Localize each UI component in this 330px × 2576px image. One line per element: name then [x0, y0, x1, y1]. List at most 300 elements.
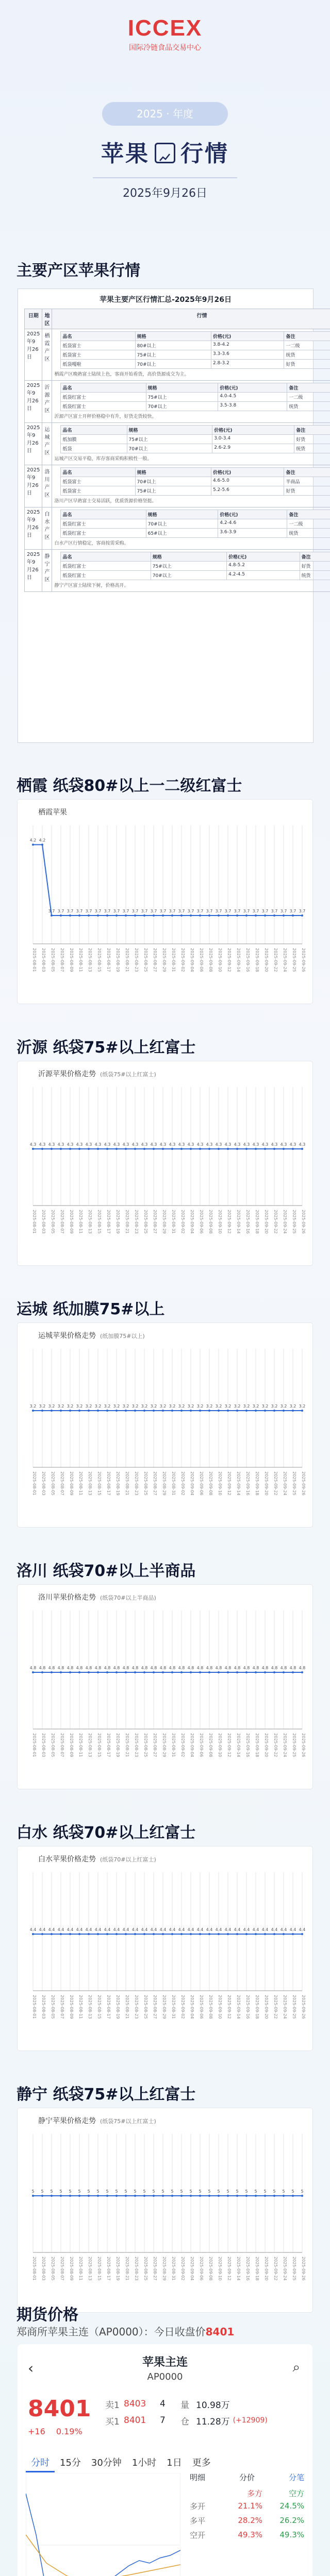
row-note: 洛川产区早熟富士交易活跃，优质货源价格坚挺。: [54, 499, 157, 504]
x-tick-label: 2025-08-17: [106, 1471, 111, 1496]
data-label: 3.2: [271, 1404, 278, 1409]
x-tick-label: 2025-08-13: [88, 948, 92, 972]
data-point: [273, 1148, 275, 1150]
sub-cell: 5.2-5.6: [211, 486, 284, 496]
x-tick-label: 2025-09-22: [273, 948, 278, 972]
x-tick-label: 2025-09-25: [292, 2257, 296, 2281]
x-tick-label: 2025-08-23: [134, 1210, 139, 1234]
data-point: [199, 1933, 201, 1935]
data-point: [227, 1148, 229, 1150]
sub-cell: 3.6-3.9: [218, 529, 287, 538]
row-note: 运城产区交易平稳，库存客商采购积极性一般。: [54, 456, 152, 462]
data-point: [125, 1671, 127, 1673]
x-tick-label: 2025-08-03: [41, 1471, 46, 1496]
x-tick-label: 2025-08-11: [78, 2257, 83, 2281]
row-region: 沂源产区: [42, 381, 52, 423]
x-tick-label: 2025-08-25: [143, 1471, 148, 1496]
data-label: 3.7: [85, 909, 92, 913]
chart-title: 栖霞苹果: [38, 808, 67, 817]
data-point: [199, 1148, 201, 1150]
data-label: 4.4: [215, 1927, 222, 1932]
data-label: 4.2: [39, 838, 46, 843]
data-label: 3.2: [94, 1404, 102, 1409]
data-point: [125, 2195, 127, 2197]
data-point: [134, 2195, 136, 2197]
x-tick-label: 2025-08-23: [134, 1733, 139, 1757]
chart-section-title: 运城 纸加膜75#以上: [16, 1300, 165, 1318]
data-point: [41, 1148, 43, 1150]
row-region: 静宁产区: [42, 550, 52, 592]
sub-cell: 好货: [300, 562, 330, 571]
data-label: 4.3: [252, 1142, 259, 1147]
data-label: 3.7: [261, 909, 269, 913]
data-point: [171, 1410, 173, 1412]
data-point: [78, 1933, 80, 1935]
data-point: [180, 914, 183, 917]
x-tick-label: 2025-09-08: [208, 1210, 213, 1234]
data-point: [208, 1410, 210, 1412]
sub-col-header: 备注: [284, 468, 330, 477]
x-tick-label: 2025-09-06: [199, 948, 204, 972]
data-point: [143, 1671, 145, 1673]
sub-table: [60, 510, 330, 538]
data-label: 3.2: [178, 1404, 185, 1409]
x-tick-label: 2025-08-29: [162, 1995, 167, 2019]
data-label: 3.2: [131, 1404, 139, 1409]
x-tick-label: 2025-08-09: [69, 1733, 74, 1757]
data-label: 3.2: [289, 1404, 296, 1409]
data-label: 4.4: [261, 1927, 269, 1932]
x-tick-label: 2025-09-25: [292, 1733, 296, 1757]
chart-title: 运城苹果价格走势: [38, 1332, 96, 1340]
x-tick-label: 2025-08-07: [60, 1733, 64, 1757]
data-point: [51, 1671, 53, 1673]
tab-timeframe[interactable]: 更多: [192, 2458, 211, 2468]
data-point: [218, 1933, 220, 1935]
col-market: 行情: [52, 309, 330, 329]
data-point: [32, 1671, 34, 1673]
x-tick-label: 2025-09-02: [180, 1733, 185, 1757]
data-label: 3.2: [261, 1404, 269, 1409]
data-label: 3.7: [215, 909, 222, 913]
data-point: [143, 1148, 145, 1150]
data-point: [134, 1410, 136, 1412]
x-tick-label: 2025-08-19: [116, 1210, 120, 1234]
x-tick-label: 2025-08-09: [69, 948, 74, 972]
data-label: 3.7: [206, 909, 213, 913]
data-point: [32, 844, 34, 846]
sub-cell: 纸袋红富士: [61, 519, 146, 529]
data-point: [208, 914, 210, 917]
chart-card: [18, 1061, 312, 1265]
data-point: [218, 914, 220, 917]
x-tick-label: 2025-09-26: [301, 1733, 306, 1757]
data-label: 4.3: [29, 1142, 37, 1147]
data-point: [143, 1933, 145, 1935]
data-label: 5: [217, 2189, 220, 2194]
data-point: [283, 914, 285, 917]
data-point: [153, 1148, 155, 1150]
futures-subtitle-text: 郑商所苹果主连（AP0000）：今日收盘价: [16, 2326, 206, 2338]
data-label: 4.4: [113, 1927, 120, 1932]
sub-cell: 65#以上: [146, 529, 218, 538]
data-label: 5: [254, 2189, 257, 2194]
data-point: [162, 1148, 164, 1150]
sub-col-header: 品名: [61, 332, 135, 341]
data-point: [106, 1148, 108, 1150]
x-tick-label: 2025-08-11: [78, 1210, 83, 1234]
data-point: [97, 1671, 99, 1673]
data-label: 4.8: [243, 1666, 250, 1670]
data-point: [51, 2195, 53, 2197]
data-label: 4.3: [178, 1142, 185, 1147]
chart-svg: [18, 1846, 312, 2050]
data-point: [255, 1148, 257, 1150]
x-tick-label: 2025-08-15: [97, 1995, 102, 2019]
x-tick-label: 2025-08-23: [134, 948, 139, 972]
x-tick-label: 2025-08-13: [88, 1471, 92, 1496]
data-label: 3.7: [57, 909, 64, 913]
data-label: 5: [78, 2189, 81, 2194]
x-tick-label: 2025-09-25: [292, 1995, 296, 2019]
x-tick-label: 2025-09-12: [227, 1733, 232, 1757]
data-label: 4.8: [122, 1666, 129, 1670]
x-tick-label: 2025-09-26: [301, 1471, 306, 1496]
data-point: [153, 1671, 155, 1673]
sub-col-header: 品名: [61, 468, 135, 477]
x-tick-label: 2025-09-22: [273, 1995, 278, 2019]
x-tick-label: 2025-08-03: [41, 2257, 46, 2281]
data-point: [78, 1148, 80, 1150]
data-point: [208, 2195, 210, 2197]
chart-meta: (纸袋75#以上红富士): [100, 1071, 156, 1078]
x-tick-label: 2025-08-29: [162, 948, 167, 972]
data-label: 4.4: [252, 1927, 259, 1932]
tab-timeframe[interactable]: 1小时: [131, 2458, 157, 2468]
data-label: 4.4: [178, 1927, 185, 1932]
data-label: 3.2: [187, 1404, 194, 1409]
x-tick-label: 2025-08-31: [171, 1210, 176, 1234]
x-tick-label: 2025-09-18: [255, 948, 259, 972]
x-tick-label: 2025-09-08: [208, 1733, 213, 1757]
x-tick-label: 2025-09-08: [208, 948, 213, 972]
sub-cell: 纸袋红富士: [61, 571, 151, 580]
market-table: [24, 309, 330, 592]
x-tick-label: 2025-09-24: [283, 948, 287, 972]
order-short-pct: 26.2%: [279, 2516, 304, 2525]
volume-value: 10.98万: [196, 2400, 230, 2411]
data-label: 4.4: [104, 1927, 111, 1932]
row-date: 2025年9月26日: [25, 423, 42, 465]
data-label: 3.2: [159, 1404, 167, 1409]
sub-cell: 纸袋: [61, 444, 127, 453]
data-point: [69, 2195, 71, 2197]
data-label: 4.4: [243, 1927, 250, 1932]
data-point: [283, 2195, 285, 2197]
back-arrow-icon[interactable]: ‹: [28, 2360, 34, 2377]
x-tick-label: 2025-08-23: [134, 1995, 139, 2019]
x-tick-label: 2025-08-17: [106, 2257, 111, 2281]
x-tick-label: 2025-08-27: [153, 1733, 157, 1757]
sub-cell: 3.3-3.6: [211, 350, 284, 360]
sub-cell: 4.0-4.5: [218, 393, 287, 402]
data-label: 4.4: [39, 1927, 46, 1932]
sub-col-header: 品名: [61, 383, 146, 393]
sub-col-header: 价格(元): [211, 332, 284, 341]
data-label: 4.8: [299, 1666, 306, 1670]
x-tick-label: 2025-08-05: [51, 948, 55, 972]
data-label: 4.3: [131, 1142, 139, 1147]
data-label: 3.2: [113, 1404, 120, 1409]
x-tick-label: 2025-09-10: [218, 948, 222, 972]
x-tick-label: 2025-09-06: [199, 1471, 204, 1496]
x-tick-label: 2025-08-01: [32, 1995, 37, 2019]
data-point: [264, 1933, 266, 1935]
data-label: 3.2: [252, 1404, 259, 1409]
row-detail: [52, 507, 330, 550]
data-point: [190, 2195, 192, 2197]
data-point: [301, 2195, 303, 2197]
sub-col-header: 备注: [287, 383, 330, 393]
data-label: 4.3: [169, 1142, 176, 1147]
data-label: 4.4: [85, 1927, 92, 1932]
x-tick-label: 2025-09-12: [227, 2257, 232, 2281]
data-label: 3.7: [104, 909, 111, 913]
data-label: 3.7: [196, 909, 204, 913]
data-label: 4.4: [187, 1927, 194, 1932]
tab-timeframe[interactable]: 15分: [60, 2458, 81, 2468]
series-line: [33, 845, 302, 916]
data-label: 5: [291, 2189, 294, 2194]
year-badge: 2025 · 年度: [102, 102, 228, 126]
col-date: 日期: [25, 309, 42, 329]
futures-price: 8401: [28, 2396, 91, 2422]
data-label: 3.2: [280, 1404, 287, 1409]
tab-timeframe[interactable]: 分时: [26, 2453, 55, 2472]
sub-cell: 4.8-5.2: [227, 562, 300, 571]
data-label: 4.8: [85, 1666, 92, 1670]
data-point: [180, 1671, 183, 1673]
title-right: 行情: [180, 141, 229, 167]
data-point: [255, 914, 257, 917]
data-label: 3.7: [271, 909, 278, 913]
order-long-pct: 28.2%: [238, 2516, 262, 2525]
tab-tick[interactable]: 分笔: [288, 2473, 304, 2482]
data-point: [88, 1671, 90, 1673]
sub-table: [60, 425, 330, 453]
data-point: [106, 2195, 108, 2197]
futures-section-title: 期货价格: [16, 2306, 78, 2324]
data-point: [208, 1671, 210, 1673]
data-point: [301, 914, 303, 917]
tab-detail[interactable]: 明细: [190, 2473, 206, 2482]
x-tick-label: 2025-08-21: [125, 1733, 129, 1757]
x-tick-label: 2025-09-12: [227, 948, 232, 972]
data-label: 5: [31, 2189, 35, 2194]
quote-row-1: [105, 2396, 306, 2412]
data-point: [283, 1148, 285, 1150]
x-tick-label: 2025-09-02: [180, 948, 185, 972]
sub-cell: 一二级: [284, 341, 330, 350]
data-point: [199, 2195, 201, 2197]
data-point: [264, 1410, 266, 1412]
data-label: 3.2: [122, 1404, 129, 1409]
data-point: [60, 1410, 62, 1412]
data-label: 5: [301, 2189, 304, 2194]
sub-col-header: 规格: [127, 426, 212, 435]
data-point: [153, 914, 155, 917]
x-tick-label: 2025-09-24: [283, 2257, 287, 2281]
x-tick-label: 2025-08-11: [78, 948, 83, 972]
data-label: 5: [245, 2189, 248, 2194]
row-date: 2025年9月26日: [25, 550, 42, 592]
data-point: [88, 1933, 90, 1935]
data-label: 4.8: [159, 1666, 167, 1670]
order-short-pct: 49.3%: [279, 2530, 304, 2539]
open-interest-label: 仓: [180, 2416, 189, 2427]
chart-card: [18, 1323, 312, 1527]
x-tick-label: 2025-09-14: [236, 1733, 241, 1757]
data-label: 4.4: [289, 1927, 296, 1932]
row-detail: [52, 550, 330, 592]
data-label: 3.7: [234, 909, 241, 913]
x-tick-label: 2025-09-18: [255, 1210, 259, 1234]
x-tick-label: 2025-09-24: [283, 1210, 287, 1234]
x-tick-label: 2025-08-01: [32, 2257, 37, 2281]
sub-cell: 70#以上: [127, 444, 212, 453]
data-label: 3.2: [104, 1404, 111, 1409]
market-row: [25, 507, 330, 550]
data-label: 4.8: [76, 1666, 83, 1670]
data-label: 5: [180, 2189, 183, 2194]
x-tick-label: 2025-09-08: [208, 1995, 213, 2019]
x-tick-label: 2025-08-03: [41, 1210, 46, 1234]
data-label: 5: [41, 2189, 44, 2194]
data-label: 3.7: [289, 909, 296, 913]
x-tick-label: 2025-09-14: [236, 2257, 241, 2281]
chart-meta: (纸加膜75#以上): [100, 1333, 145, 1340]
search-icon[interactable]: ⌕: [292, 2360, 300, 2375]
sub-cell: 75#以上: [135, 350, 211, 360]
data-label: 4.4: [196, 1927, 204, 1932]
row-region: 运城产区: [42, 423, 52, 465]
data-label: 4.4: [67, 1927, 74, 1932]
data-label: 4.4: [131, 1927, 139, 1932]
data-label: 4.4: [224, 1927, 232, 1932]
sub-cell: 3.5-3.8: [218, 402, 287, 411]
data-point: [51, 1148, 53, 1150]
data-label: 5: [189, 2189, 192, 2194]
x-tick-label: 2025-09-02: [180, 1471, 185, 1496]
x-tick-label: 2025-08-19: [116, 2257, 120, 2281]
long-side-label: 多方: [246, 2489, 262, 2498]
data-point: [283, 1410, 285, 1412]
x-tick-label: 2025-09-20: [264, 1471, 269, 1496]
data-label: 4.3: [289, 1142, 296, 1147]
data-point: [106, 1671, 108, 1673]
x-tick-label: 2025-09-16: [245, 1471, 250, 1496]
tab-timeframe[interactable]: 1日: [167, 2458, 182, 2468]
data-label: 4.8: [289, 1666, 296, 1670]
data-point: [245, 2195, 248, 2197]
x-tick-label: 2025-09-14: [236, 1995, 241, 2019]
data-point: [301, 1671, 303, 1673]
data-point: [273, 2195, 275, 2197]
intraday-chart: [26, 2473, 180, 2576]
x-tick-label: 2025-09-16: [245, 1733, 250, 1757]
x-tick-label: 2025-08-07: [60, 1210, 64, 1234]
data-point: [51, 1410, 53, 1412]
data-label: 4.8: [187, 1666, 194, 1670]
row-date: 2025年9月26日: [25, 465, 42, 507]
data-point: [60, 1933, 62, 1935]
data-label: 3.7: [169, 909, 176, 913]
data-label: 4.4: [57, 1927, 64, 1932]
x-tick-label: 2025-09-25: [292, 948, 296, 972]
data-point: [245, 1671, 248, 1673]
data-label: 4.8: [104, 1666, 111, 1670]
data-label: 4.8: [252, 1666, 259, 1670]
x-tick-label: 2025-09-06: [199, 1995, 204, 2019]
sub-cell: 纸加膜: [61, 435, 127, 444]
data-label: 3.7: [67, 909, 74, 913]
data-point: [88, 2195, 90, 2197]
x-tick-label: 2025-08-13: [88, 1733, 92, 1757]
tab-timeframe[interactable]: 30分钟: [91, 2458, 122, 2468]
data-label: 3.7: [280, 909, 287, 913]
chart-title: 静宁苹果价格走势: [38, 2117, 96, 2125]
futures-header: [18, 2353, 312, 2382]
x-tick-label: 2025-09-22: [273, 1471, 278, 1496]
sub-col-header: 备注: [300, 552, 330, 562]
row-note: 沂源产区富士开秤价格稳中有升，好货走货较快。: [54, 414, 157, 419]
x-tick-label: 2025-09-16: [245, 1995, 250, 2019]
data-label: 4.8: [169, 1666, 176, 1670]
data-point: [125, 914, 127, 917]
x-tick-label: 2025-08-01: [32, 1471, 37, 1496]
data-label: 3.2: [224, 1404, 232, 1409]
data-point: [171, 1933, 173, 1935]
data-label: 4.8: [271, 1666, 278, 1670]
order-row: [188, 2528, 306, 2542]
data-label: 4.4: [141, 1927, 148, 1932]
data-point: [171, 1148, 173, 1150]
data-label: 5: [87, 2189, 90, 2194]
data-point: [125, 1148, 127, 1150]
data-label: 4.3: [271, 1142, 278, 1147]
order-side-header: [188, 2488, 306, 2499]
data-label: 4.3: [196, 1142, 204, 1147]
data-label: 4.8: [113, 1666, 120, 1670]
x-tick-label: 2025-08-25: [143, 1733, 148, 1757]
data-point: [134, 914, 136, 917]
ask-volume: 7: [160, 2415, 166, 2426]
x-tick-label: 2025-09-22: [273, 1733, 278, 1757]
x-tick-label: 2025-08-15: [97, 948, 102, 972]
x-tick-label: 2025-09-18: [255, 1733, 259, 1757]
data-point: [162, 1671, 164, 1673]
data-label: 4.8: [94, 1666, 102, 1670]
sub-col-header: 品名: [61, 426, 127, 435]
data-label: 3.7: [243, 909, 250, 913]
x-tick-label: 2025-08-09: [69, 1995, 74, 2019]
sub-col-header: 备注: [294, 426, 330, 435]
data-point: [32, 1148, 34, 1150]
x-tick-label: 2025-08-05: [51, 1210, 55, 1234]
tab-price[interactable]: 分价: [239, 2473, 255, 2482]
data-point: [162, 914, 164, 917]
data-label: 5: [236, 2189, 239, 2194]
